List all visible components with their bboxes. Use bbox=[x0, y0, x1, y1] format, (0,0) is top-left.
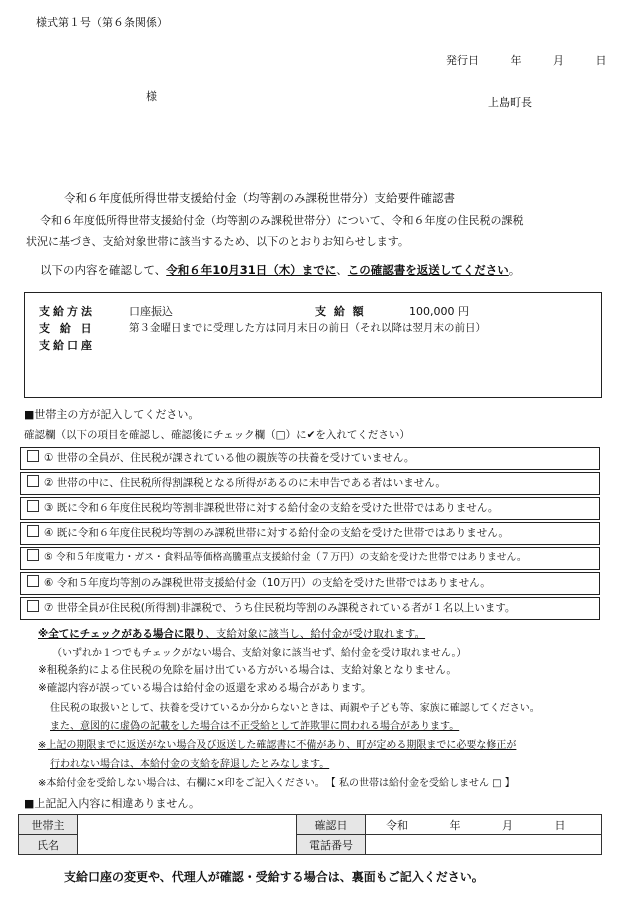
issue-day: 日 bbox=[595, 54, 607, 67]
note-4-b: 行われない場合は、本給付金の支給を辞退したとみなします。 bbox=[50, 759, 330, 770]
name-label-1: 世帯主 bbox=[19, 815, 78, 835]
checklist-text-6: ⑥ 令和５年度均等割のみ課税世帯支援給付金（10万円）の支給を受けた世帯ではありません。 bbox=[44, 577, 491, 589]
issue-month: 月 bbox=[553, 54, 564, 67]
intro-line-2: 状況に基づき、支給対象世帯に該当するため、以下のとおりお知らせします。 bbox=[26, 235, 409, 248]
deadline-notice bbox=[40, 262, 520, 278]
deadline-end: 。 bbox=[508, 263, 521, 277]
note-3-a: 住民税の取扱いとして、扶養を受けているか分からないときは、両親や子ども等、家族に確認してください。 bbox=[50, 703, 540, 714]
date-day: 日 bbox=[554, 818, 566, 832]
issue-year: 年 bbox=[510, 54, 522, 67]
note-1 bbox=[38, 626, 425, 641]
checkbox-4[interactable] bbox=[27, 525, 39, 537]
checklist-text-3: ③ 既に令和６年度住民税均等割非課税世帯に対する給付金の支給を受けた世帯ではありません。 bbox=[44, 502, 499, 514]
recipient-suffix: 様 bbox=[146, 90, 157, 103]
payment-account-label: 支給口座 bbox=[39, 339, 95, 352]
note-1-rest: 、支給対象に該当し、給付金が受け取れます。 bbox=[205, 628, 426, 640]
deadline-date: 令和６年10月31日（木）までに bbox=[166, 263, 337, 277]
householder-heading: ■世帯主の方が記入してください。 bbox=[24, 408, 200, 421]
checklist-item-5[interactable] bbox=[20, 547, 600, 570]
confirm-date-field[interactable] bbox=[366, 815, 602, 835]
householder-name-field[interactable] bbox=[78, 815, 297, 855]
decline-box[interactable]: 【 私の世帯は給付金を受給しません □ 】 bbox=[330, 778, 515, 789]
footer-notice: 支給口座の変更や、代理人が確認・受給する場合は、裏面もご記入ください。 bbox=[64, 870, 484, 884]
issuer: 上島町長 bbox=[488, 96, 532, 109]
payment-method-value: 口座振込 bbox=[129, 305, 173, 318]
deadline-mid: 、 bbox=[336, 263, 348, 277]
payment-method-label: 支給方法 bbox=[39, 305, 95, 318]
doc-title: 令和６年度低所得世帯支援給付金（均等割のみ課税世帯分）支給要件確認書 bbox=[64, 191, 455, 205]
checklist-item-6[interactable] bbox=[20, 572, 600, 595]
note-4-a: ※上記の期限までに返送がない場合及び返送した確認書に不備があり、町が定める期限までに必要な修正が bbox=[38, 740, 517, 751]
checklist-item-4[interactable] bbox=[20, 522, 600, 545]
note-2: ※租税条約による住民税の免除を届け出ている方がいる場合は、支給対象となりません。 bbox=[38, 664, 457, 676]
payment-box bbox=[24, 292, 602, 398]
checklist-text-7: ⑦ 世帯全員が住民税(所得割)非課税で、うち住民税均等割のみ課税されている者が１名以上います。 bbox=[44, 602, 516, 614]
agree-statement: ■上記記入内容に相違ありません。 bbox=[24, 797, 201, 810]
phone-field[interactable] bbox=[366, 835, 602, 855]
note-5 bbox=[38, 774, 515, 789]
checklist-text-2: ② 世帯の中に、住民税所得割課税となる所得があるのに未申告である者はいません。 bbox=[44, 477, 446, 489]
confirm-instruction: 確認欄（以下の項目を確認し、確認後にチェック欄（□）に✔を入れてください） bbox=[24, 429, 410, 441]
checkbox-6[interactable] bbox=[27, 575, 39, 587]
payment-amount-label: 支 給 額 bbox=[315, 305, 366, 318]
checklist-text-1: ① 世帯の全員が、住民税が課されている他の親族等の扶養を受けていません。 bbox=[44, 452, 415, 464]
checklist-item-3[interactable] bbox=[20, 497, 600, 520]
payment-date-value: 第３金曜日までに受理した方は同月末日の前日（それ以降は翌月末の前日） bbox=[129, 322, 486, 334]
checkbox-1[interactable] bbox=[27, 450, 39, 462]
note-3-b: また、意図的に虚偽の記載をした場合は不正受給として詐欺罪に問われる場合があります。 bbox=[50, 721, 460, 732]
note-3: ※確認内容が誤っている場合は給付金の返還を求める場合があります。 bbox=[38, 682, 372, 694]
note-1-bold: ※全てにチェックがある場合に限り bbox=[38, 628, 206, 640]
issue-date-label: 発行日 bbox=[446, 54, 479, 67]
checkbox-2[interactable] bbox=[27, 475, 39, 487]
checkbox-3[interactable] bbox=[27, 500, 39, 512]
name-label-2: 氏名 bbox=[19, 835, 78, 855]
checkbox-7[interactable] bbox=[27, 600, 39, 612]
date-year: 年 bbox=[449, 818, 461, 832]
issue-date bbox=[446, 52, 607, 68]
intro-line-1: 令和６年度低所得世帯支援給付金（均等割のみ課税世帯分）について、令和６年度の住民税の課税 bbox=[40, 214, 524, 227]
payment-amount-value: 100,000 円 bbox=[409, 305, 469, 318]
payment-date-label: 支 給 日 bbox=[39, 322, 95, 335]
date-month: 月 bbox=[502, 818, 513, 832]
checklist-text-5: ⑤ 令和５年度電力・ガス・食料品等価格高騰重点支援給付金（７万円）の支給を受けた世帯ではありません。 bbox=[44, 552, 527, 563]
form-label: 様式第１号（第６条関係） bbox=[36, 16, 168, 29]
checklist-item-7[interactable] bbox=[20, 597, 600, 620]
checklist-item-2[interactable] bbox=[20, 472, 600, 495]
checkbox-5[interactable] bbox=[27, 549, 39, 561]
checklist-text-4: ④ 既に令和６年度住民税均等割のみ課税世帯に対する給付金の支給を受けた世帯ではありません。 bbox=[44, 527, 509, 539]
deadline-prefix: 以下の内容を確認して、 bbox=[40, 263, 167, 277]
note-1-sub: （いずれか１つでもチェックがない場合、支給対象に該当せず、給付金を受け取れません。） bbox=[52, 648, 467, 659]
note-5-text: ※本給付金を受給しない場合は、右欄に×印をご記入ください。 bbox=[38, 778, 325, 789]
checklist-item-1[interactable] bbox=[20, 447, 600, 470]
date-era: 令和 bbox=[386, 818, 408, 832]
deadline-action: この確認書を返送してください bbox=[347, 263, 509, 277]
confirm-date-label: 確認日 bbox=[297, 815, 366, 835]
phone-label: 電話番号 bbox=[297, 835, 366, 855]
signature-table bbox=[18, 814, 602, 855]
